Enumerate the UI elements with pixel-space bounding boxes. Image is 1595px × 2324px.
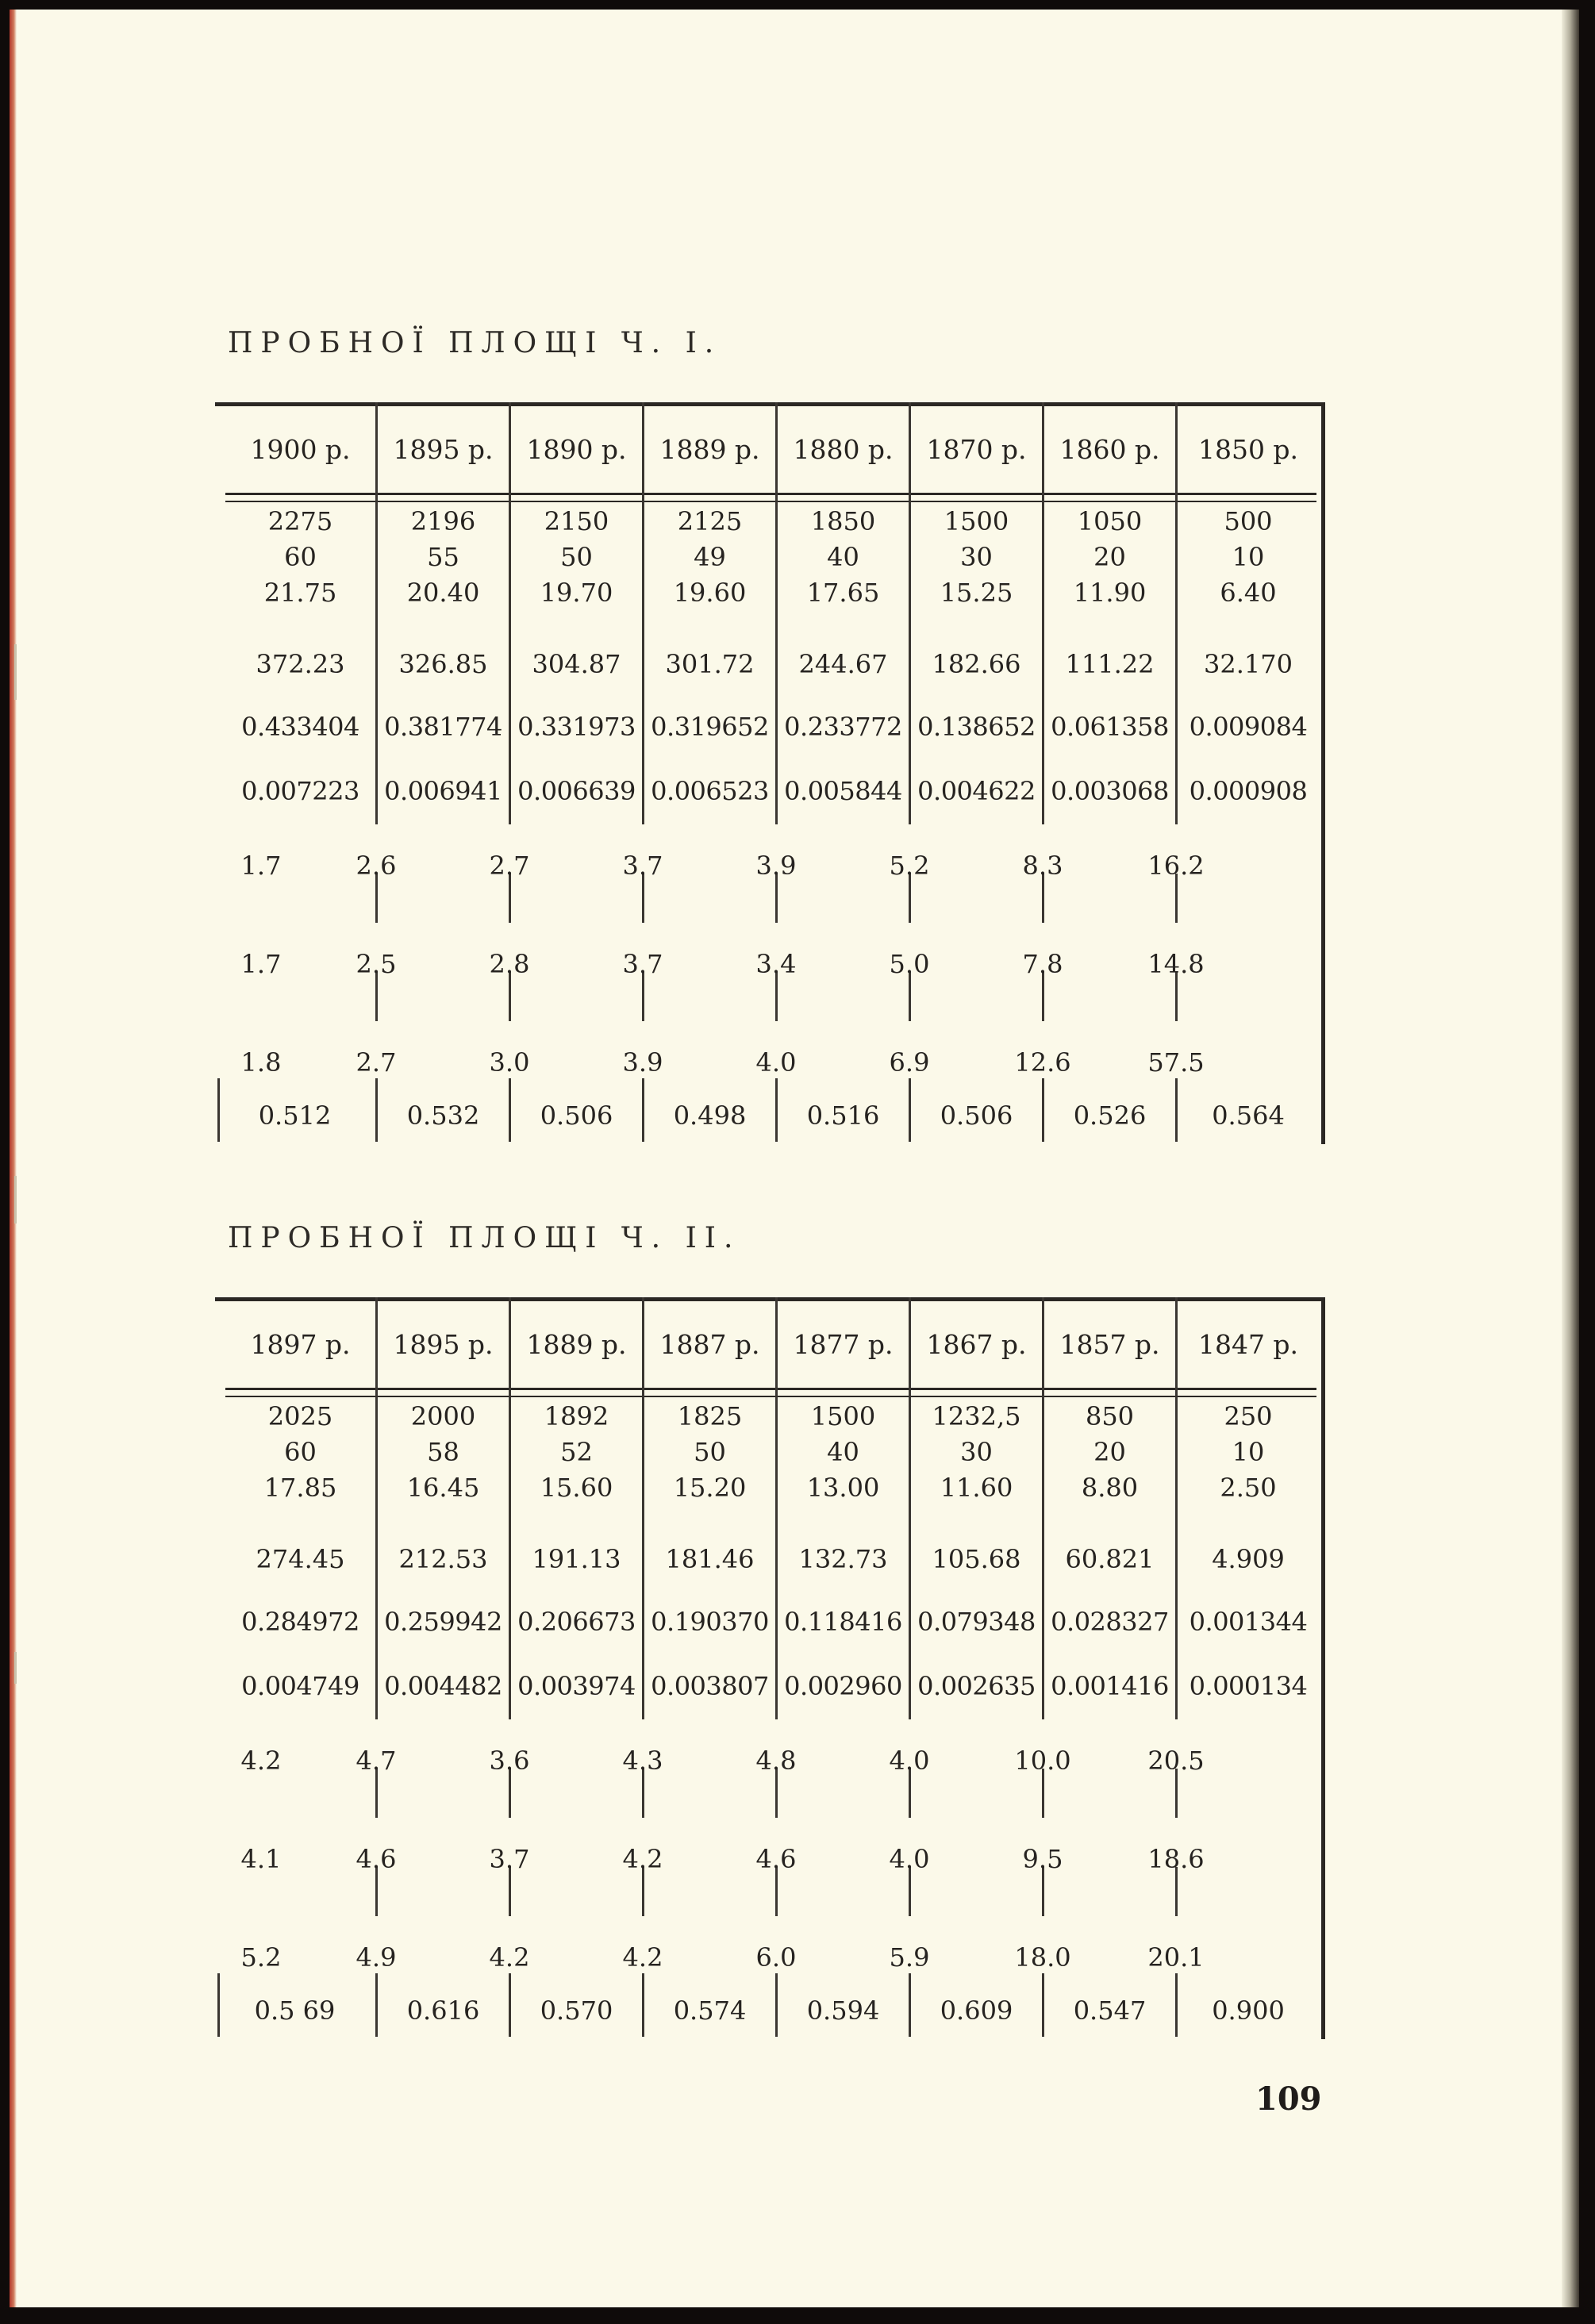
bottom-cell: 0.564 xyxy=(1212,1101,1285,1131)
page-spine-edge xyxy=(10,10,17,2307)
page-blemish xyxy=(14,1652,17,1684)
table-cell: 15.25 xyxy=(940,578,1013,608)
column-header: 1887 р. xyxy=(659,1329,760,1360)
pivot-value: 2.6 xyxy=(356,851,397,881)
table-cell: 60 xyxy=(284,1437,317,1467)
table-cell: 0.138652 xyxy=(917,712,1036,742)
pivot-tick xyxy=(909,874,911,923)
table-cell: 6.40 xyxy=(1220,578,1277,608)
pivot-value: 4.6 xyxy=(755,1844,797,1874)
pivot-tick xyxy=(509,874,511,923)
pivot-tick xyxy=(775,874,778,923)
table-cell: 10 xyxy=(1232,542,1265,572)
pivot-value: 3.0 xyxy=(489,1047,530,1077)
table-top-rule xyxy=(215,1297,1324,1301)
header-double-rule xyxy=(225,493,1316,495)
pivot-value: 5.2 xyxy=(240,1942,282,1973)
table-cell: 132.73 xyxy=(798,1544,888,1574)
column-divider xyxy=(509,402,511,824)
table-cell: 0.233772 xyxy=(784,712,902,742)
pivot-value: 4.2 xyxy=(622,1942,663,1973)
column-divider xyxy=(375,1297,378,1719)
page-blemish xyxy=(14,1176,17,1223)
table-cell: 1050 xyxy=(1077,506,1143,536)
table-cell: 16.45 xyxy=(406,1473,480,1503)
column-header: 1895 р. xyxy=(393,434,494,465)
bottom-cell: 0.547 xyxy=(1073,1996,1147,2026)
table-cell: 1500 xyxy=(810,1401,876,1431)
pivot-value: 8.3 xyxy=(1022,851,1063,881)
pivot-value: 4.2 xyxy=(240,1746,282,1776)
table-cell: 0.003974 xyxy=(517,1671,636,1701)
pivot-tick xyxy=(1175,1769,1178,1818)
column-header: 1889 р. xyxy=(659,434,760,465)
table-cell: 2125 xyxy=(677,506,743,536)
pivot-value: 5.9 xyxy=(889,1942,930,1973)
section-title-1: ПРОБНОЇ ПЛОЩІ Ч. І. xyxy=(228,327,722,359)
table-cell: 0.009084 xyxy=(1189,712,1308,742)
table-cell: 0.003068 xyxy=(1051,776,1169,806)
table-cell: 20 xyxy=(1093,1437,1126,1467)
column-divider xyxy=(909,1297,911,1719)
pivot-value: 14.8 xyxy=(1147,949,1205,979)
table-cell: 0.006941 xyxy=(384,776,502,806)
pivot-value: 6.0 xyxy=(755,1942,797,1973)
table-cell: 10 xyxy=(1232,1437,1265,1467)
table-cell: 2000 xyxy=(410,1401,476,1431)
table-cell: 0.331973 xyxy=(517,712,636,742)
bottom-cell: 0.512 xyxy=(258,1101,332,1131)
pivot-value: 4.2 xyxy=(622,1844,663,1874)
pivot-value: 18.6 xyxy=(1147,1844,1205,1874)
section-title-2: ПРОБНОЇ ПЛОЩІ Ч. ІІ. xyxy=(228,1222,741,1254)
table-cell: 0.079348 xyxy=(917,1607,1036,1637)
pivot-tick xyxy=(909,972,911,1021)
table-cell: 0.005844 xyxy=(784,776,902,806)
bottom-cell: 0.594 xyxy=(806,1996,880,2026)
table-cell: 30 xyxy=(960,1437,993,1467)
pivot-value: 3.9 xyxy=(622,1047,663,1077)
table-cell: 0.000134 xyxy=(1189,1671,1308,1701)
pivot-tick xyxy=(375,1867,378,1916)
table-cell: 40 xyxy=(827,1437,859,1467)
table-cell: 0.061358 xyxy=(1051,712,1169,742)
pivot-value: 5.0 xyxy=(889,949,930,979)
table-cell: 1850 xyxy=(810,506,876,536)
pivot-value: 4.7 xyxy=(356,1746,397,1776)
pivot-value: 9.5 xyxy=(1022,1844,1063,1874)
column-divider xyxy=(642,1297,644,1719)
table-cell: 17.85 xyxy=(263,1473,337,1503)
column-header: 1890 р. xyxy=(526,434,627,465)
table-right-rule xyxy=(1321,1297,1325,2039)
bottom-cell: 0.570 xyxy=(540,1996,613,2026)
table-cell: 49 xyxy=(694,542,726,572)
pivot-value: 7.8 xyxy=(1022,949,1063,979)
column-header: 1880 р. xyxy=(793,434,894,465)
pivot-tick xyxy=(1175,874,1178,923)
table-cell: 20 xyxy=(1093,542,1126,572)
pivot-value: 4.1 xyxy=(240,1844,282,1874)
table-cell: 55 xyxy=(427,542,459,572)
pivot-value: 1.7 xyxy=(240,851,282,881)
table-cell: 1232,5 xyxy=(932,1401,1021,1431)
bottom-cell: 0.516 xyxy=(806,1101,880,1131)
pivot-value: 3.6 xyxy=(489,1746,530,1776)
table-cell: 11.90 xyxy=(1073,578,1147,608)
table-cell: 32.170 xyxy=(1204,649,1293,679)
column-divider xyxy=(1042,1297,1044,1719)
pivot-tick xyxy=(642,1867,644,1916)
column-header: 1857 р. xyxy=(1059,1329,1160,1360)
table-cell: 2150 xyxy=(544,506,609,536)
table-cell: 13.00 xyxy=(806,1473,880,1503)
table-cell: 850 xyxy=(1085,1401,1135,1431)
pivot-value: 3.9 xyxy=(755,851,797,881)
table-cell: 1892 xyxy=(544,1401,609,1431)
pivot-tick xyxy=(909,1867,911,1916)
pivot-tick xyxy=(375,972,378,1021)
table-right-rule xyxy=(1321,402,1325,1144)
table-cell: 0.007223 xyxy=(241,776,359,806)
table-cell: 191.13 xyxy=(532,1544,621,1574)
bottom-cell: 0.526 xyxy=(1073,1101,1147,1131)
table-cell: 0.004749 xyxy=(241,1671,359,1701)
bottom-cell: 0.900 xyxy=(1212,1996,1285,2026)
pivot-tick xyxy=(1042,972,1044,1021)
table-cell: 2275 xyxy=(267,506,333,536)
pivot-value: 4.0 xyxy=(889,1746,930,1776)
header-double-rule xyxy=(225,501,1316,502)
table-cell: 212.53 xyxy=(398,1544,488,1574)
column-divider xyxy=(1042,402,1044,824)
table-cell: 0.002960 xyxy=(784,1671,902,1701)
table-cell: 4.909 xyxy=(1212,1544,1285,1574)
pivot-tick xyxy=(509,1769,511,1818)
table-cell: 304.87 xyxy=(532,649,621,679)
column-header: 1847 р. xyxy=(1197,1329,1299,1360)
table-cell: 0.028327 xyxy=(1051,1607,1169,1637)
column-header: 1860 р. xyxy=(1059,434,1160,465)
pivot-value: 2.8 xyxy=(489,949,530,979)
book-page xyxy=(10,10,1579,2307)
data-table-1 xyxy=(209,402,1324,1144)
bottom-cell: 0.532 xyxy=(406,1101,480,1131)
table-cell: 372.23 xyxy=(256,649,345,679)
pivot-value: 6.9 xyxy=(889,1047,930,1077)
table-cell: 30 xyxy=(960,542,993,572)
table-cell: 2.50 xyxy=(1220,1473,1277,1503)
table-cell: 1825 xyxy=(677,1401,743,1431)
table-cell: 0.000908 xyxy=(1189,776,1308,806)
table-cell: 0.001416 xyxy=(1051,1671,1169,1701)
bottom-cell: 0.616 xyxy=(406,1996,480,2026)
table-cell: 250 xyxy=(1224,1401,1273,1431)
pivot-value: 3.7 xyxy=(489,1844,530,1874)
pivot-tick xyxy=(642,874,644,923)
pivot-tick xyxy=(642,972,644,1021)
pivot-value: 3.7 xyxy=(622,851,663,881)
pivot-value: 3.7 xyxy=(622,949,663,979)
bottom-cell: 0.5 69 xyxy=(254,1996,336,2026)
table-cell: 0.190370 xyxy=(651,1607,769,1637)
pivot-value: 10.0 xyxy=(1014,1746,1071,1776)
table-cell: 0.319652 xyxy=(651,712,769,742)
pivot-tick xyxy=(509,1867,511,1916)
pivot-value: 20.5 xyxy=(1147,1746,1205,1776)
table-cell: 244.67 xyxy=(798,649,888,679)
pivot-value: 2.7 xyxy=(356,1047,397,1077)
pivot-tick xyxy=(1175,972,1178,1021)
pivot-value: 1.8 xyxy=(240,1047,282,1077)
pivot-value: 4.9 xyxy=(356,1942,397,1973)
pivot-tick xyxy=(509,972,511,1021)
pivot-value: 2.5 xyxy=(356,949,397,979)
bottom-cell: 0.498 xyxy=(673,1101,747,1131)
table-cell: 181.46 xyxy=(665,1544,755,1574)
page-number: 109 xyxy=(1255,2080,1322,2118)
column-divider xyxy=(1175,402,1178,824)
pivot-value: 57.5 xyxy=(1147,1047,1205,1077)
table-top-rule xyxy=(215,402,1324,406)
pivot-tick xyxy=(642,1769,644,1818)
table-cell: 500 xyxy=(1224,506,1273,536)
pivot-value: 18.0 xyxy=(1014,1942,1071,1973)
table-cell: 0.004482 xyxy=(384,1671,502,1701)
table-cell: 2196 xyxy=(410,506,476,536)
table-cell: 0.381774 xyxy=(384,712,502,742)
pivot-tick xyxy=(1175,1867,1178,1916)
column-header: 1895 р. xyxy=(393,1329,494,1360)
header-double-rule xyxy=(225,1388,1316,1390)
table-cell: 182.66 xyxy=(932,649,1021,679)
pivot-value: 4.2 xyxy=(489,1942,530,1973)
table-cell: 0.006639 xyxy=(517,776,636,806)
bottom-cell: 0.506 xyxy=(540,1101,613,1131)
bottom-cell: 0.609 xyxy=(940,1996,1013,2026)
data-table-2 xyxy=(209,1297,1324,2039)
table-cell: 8.80 xyxy=(1081,1473,1139,1503)
table-cell: 21.75 xyxy=(263,578,337,608)
table-cell: 0.433404 xyxy=(241,712,359,742)
column-divider xyxy=(775,1297,778,1719)
pivot-value: 12.6 xyxy=(1014,1047,1071,1077)
pivot-tick xyxy=(1042,1769,1044,1818)
table-cell: 40 xyxy=(827,542,859,572)
pivot-value: 4.0 xyxy=(889,1844,930,1874)
column-header: 1870 р. xyxy=(926,434,1027,465)
table-cell: 111.22 xyxy=(1065,649,1155,679)
table-cell: 0.006523 xyxy=(651,776,769,806)
header-double-rule xyxy=(225,1396,1316,1397)
column-header: 1877 р. xyxy=(793,1329,894,1360)
pivot-tick xyxy=(1042,874,1044,923)
table-cell: 58 xyxy=(427,1437,459,1467)
table-cell: 0.206673 xyxy=(517,1607,636,1637)
pivot-tick xyxy=(1042,1867,1044,1916)
table-cell: 19.70 xyxy=(540,578,613,608)
pivot-value: 1.7 xyxy=(240,949,282,979)
column-header: 1867 р. xyxy=(926,1329,1027,1360)
table-cell: 0.004622 xyxy=(917,776,1036,806)
column-divider xyxy=(909,402,911,824)
table-cell: 301.72 xyxy=(665,649,755,679)
pivot-value: 4.6 xyxy=(356,1844,397,1874)
pivot-tick xyxy=(775,1867,778,1916)
pivot-value: 4.0 xyxy=(755,1047,797,1077)
pivot-value: 20.1 xyxy=(1147,1942,1205,1973)
column-divider xyxy=(375,402,378,824)
column-header: 1850 р. xyxy=(1197,434,1299,465)
pivot-tick xyxy=(909,1769,911,1818)
page-blemish xyxy=(14,644,17,700)
table-cell: 15.60 xyxy=(540,1473,613,1503)
table-cell: 2025 xyxy=(267,1401,333,1431)
column-header: 1897 р. xyxy=(250,1329,351,1360)
table-cell: 17.65 xyxy=(806,578,880,608)
table-cell: 50 xyxy=(694,1437,726,1467)
table-cell: 15.20 xyxy=(673,1473,747,1503)
pivot-tick xyxy=(375,1769,378,1818)
pivot-tick xyxy=(375,874,378,923)
table-cell: 19.60 xyxy=(673,578,747,608)
table-cell: 0.284972 xyxy=(241,1607,359,1637)
table-cell: 0.001344 xyxy=(1189,1607,1308,1637)
pivot-tick xyxy=(775,1769,778,1818)
page-right-edge xyxy=(1562,10,1579,2307)
pivot-tick xyxy=(775,972,778,1021)
pivot-value: 16.2 xyxy=(1147,851,1205,881)
bottom-cell: 0.574 xyxy=(673,1996,747,2026)
table-cell: 50 xyxy=(560,542,593,572)
pivot-value: 2.7 xyxy=(489,851,530,881)
column-divider xyxy=(775,402,778,824)
table-cell: 0.002635 xyxy=(917,1671,1036,1701)
table-cell: 326.85 xyxy=(398,649,488,679)
column-header: 1900 р. xyxy=(250,434,351,465)
pivot-value: 4.8 xyxy=(755,1746,797,1776)
column-divider xyxy=(1175,1297,1178,1719)
table-cell: 20.40 xyxy=(406,578,480,608)
column-divider xyxy=(642,402,644,824)
column-header: 1889 р. xyxy=(526,1329,627,1360)
pivot-value: 4.3 xyxy=(622,1746,663,1776)
table-cell: 11.60 xyxy=(940,1473,1013,1503)
table-cell: 60.821 xyxy=(1065,1544,1155,1574)
column-divider xyxy=(509,1297,511,1719)
pivot-value: 5.2 xyxy=(889,851,930,881)
table-cell: 0.259942 xyxy=(384,1607,502,1637)
table-cell: 274.45 xyxy=(256,1544,345,1574)
table-cell: 60 xyxy=(284,542,317,572)
table-cell: 0.118416 xyxy=(784,1607,902,1637)
table-cell: 1500 xyxy=(944,506,1009,536)
bottom-cell: 0.506 xyxy=(940,1101,1013,1131)
table-cell: 52 xyxy=(560,1437,593,1467)
table-cell: 105.68 xyxy=(932,1544,1021,1574)
pivot-value: 3.4 xyxy=(755,949,797,979)
table-cell: 0.003807 xyxy=(651,1671,769,1701)
